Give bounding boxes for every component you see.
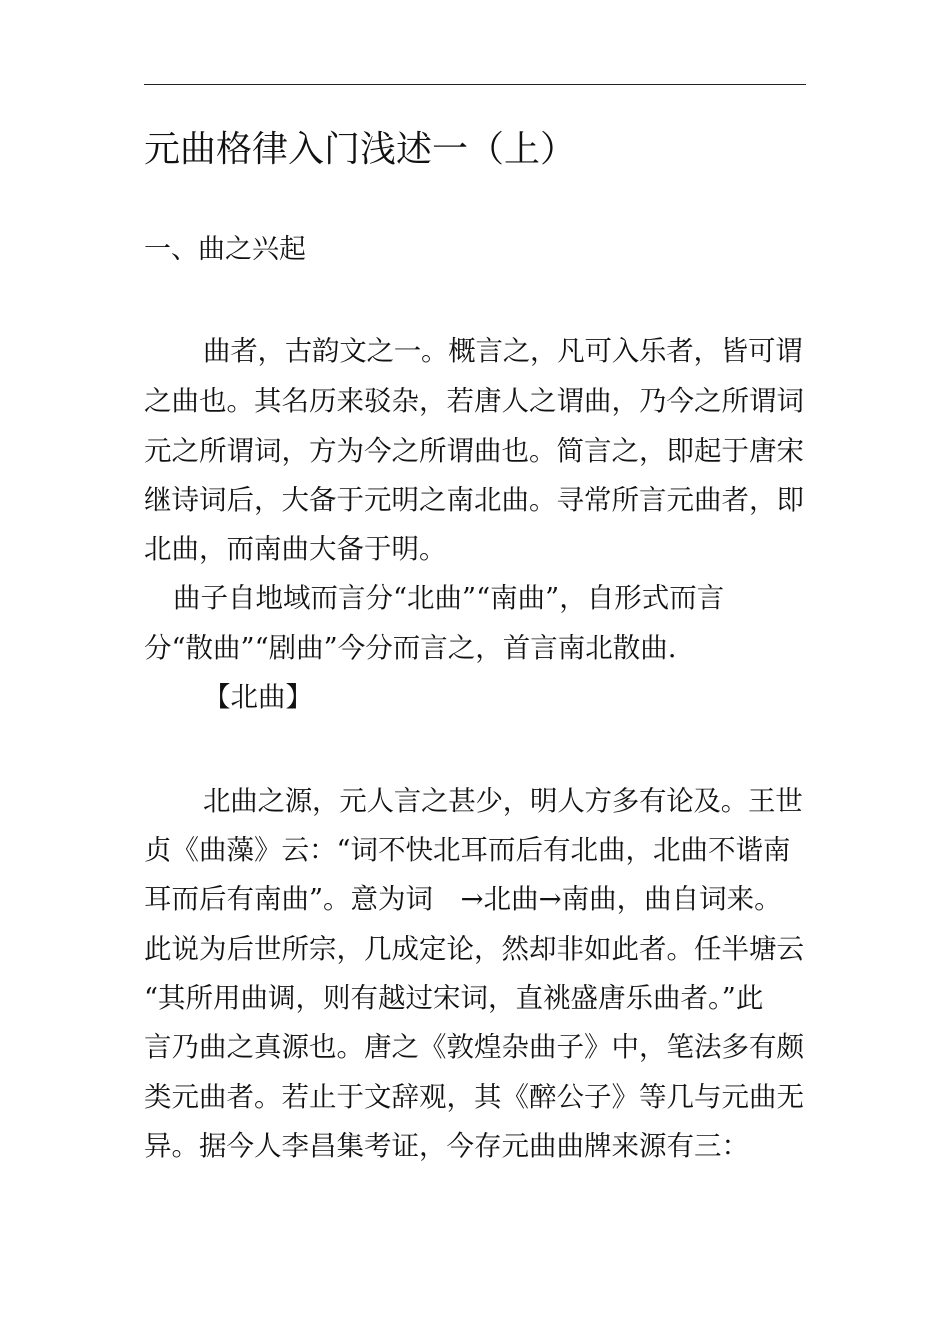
- para2-line: 分“散曲”“剧曲”今分而言之，首言南北散曲.: [144, 632, 677, 664]
- para1-line: 元之所谓词，方为今之所谓曲也。简言之，即起于唐宋: [144, 435, 804, 467]
- para1-line: 之曲也。其名历来驳杂，若唐人之谓曲，乃今之所谓词: [144, 385, 804, 417]
- para3-line: 类元曲者。若止于文辞观，其《醉公子》等几与元曲无: [144, 1081, 804, 1113]
- para3-line: “其所用曲调，则有越过宋词，直祧盛唐乐曲者。”此: [144, 982, 764, 1014]
- document-title: 元曲格律入门浅述一（上）: [144, 129, 577, 170]
- section-heading: 一、曲之兴起: [144, 234, 306, 265]
- para3-line: 言乃曲之真源也。唐之《敦煌杂曲子》中，笔法多有颇: [144, 1031, 804, 1063]
- para3-line: 贞《曲藻》云：“词不快北耳而后有北曲，北曲不谐南: [144, 834, 791, 866]
- header-rule: [144, 84, 806, 85]
- subheading-beiqu: 【北曲】: [203, 681, 313, 713]
- para1-line: 继诗词后，大备于元明之南北曲。寻常所言元曲者，即: [144, 484, 804, 516]
- para3-line: 异。据今人李昌集考证，今存元曲曲牌来源有三：: [144, 1130, 749, 1162]
- para2-line: 曲子自地域而言分“北曲”“南曲”，自形式而言: [173, 582, 725, 614]
- para1-line: 曲者，古韵文之一。概言之，凡可入乐者，皆可谓: [203, 335, 803, 367]
- para1-line: 北曲，而南曲大备于明。: [144, 533, 447, 565]
- para3-line: 此说为后世所宗，几成定论，然却非如此者。任半塘云: [144, 933, 804, 965]
- para3-line: 北曲之源，元人言之甚少，明人方多有论及。王世: [203, 785, 803, 817]
- para3-line: 耳而后有南曲”。意为词 →北曲→南曲，曲自词来。: [144, 883, 782, 915]
